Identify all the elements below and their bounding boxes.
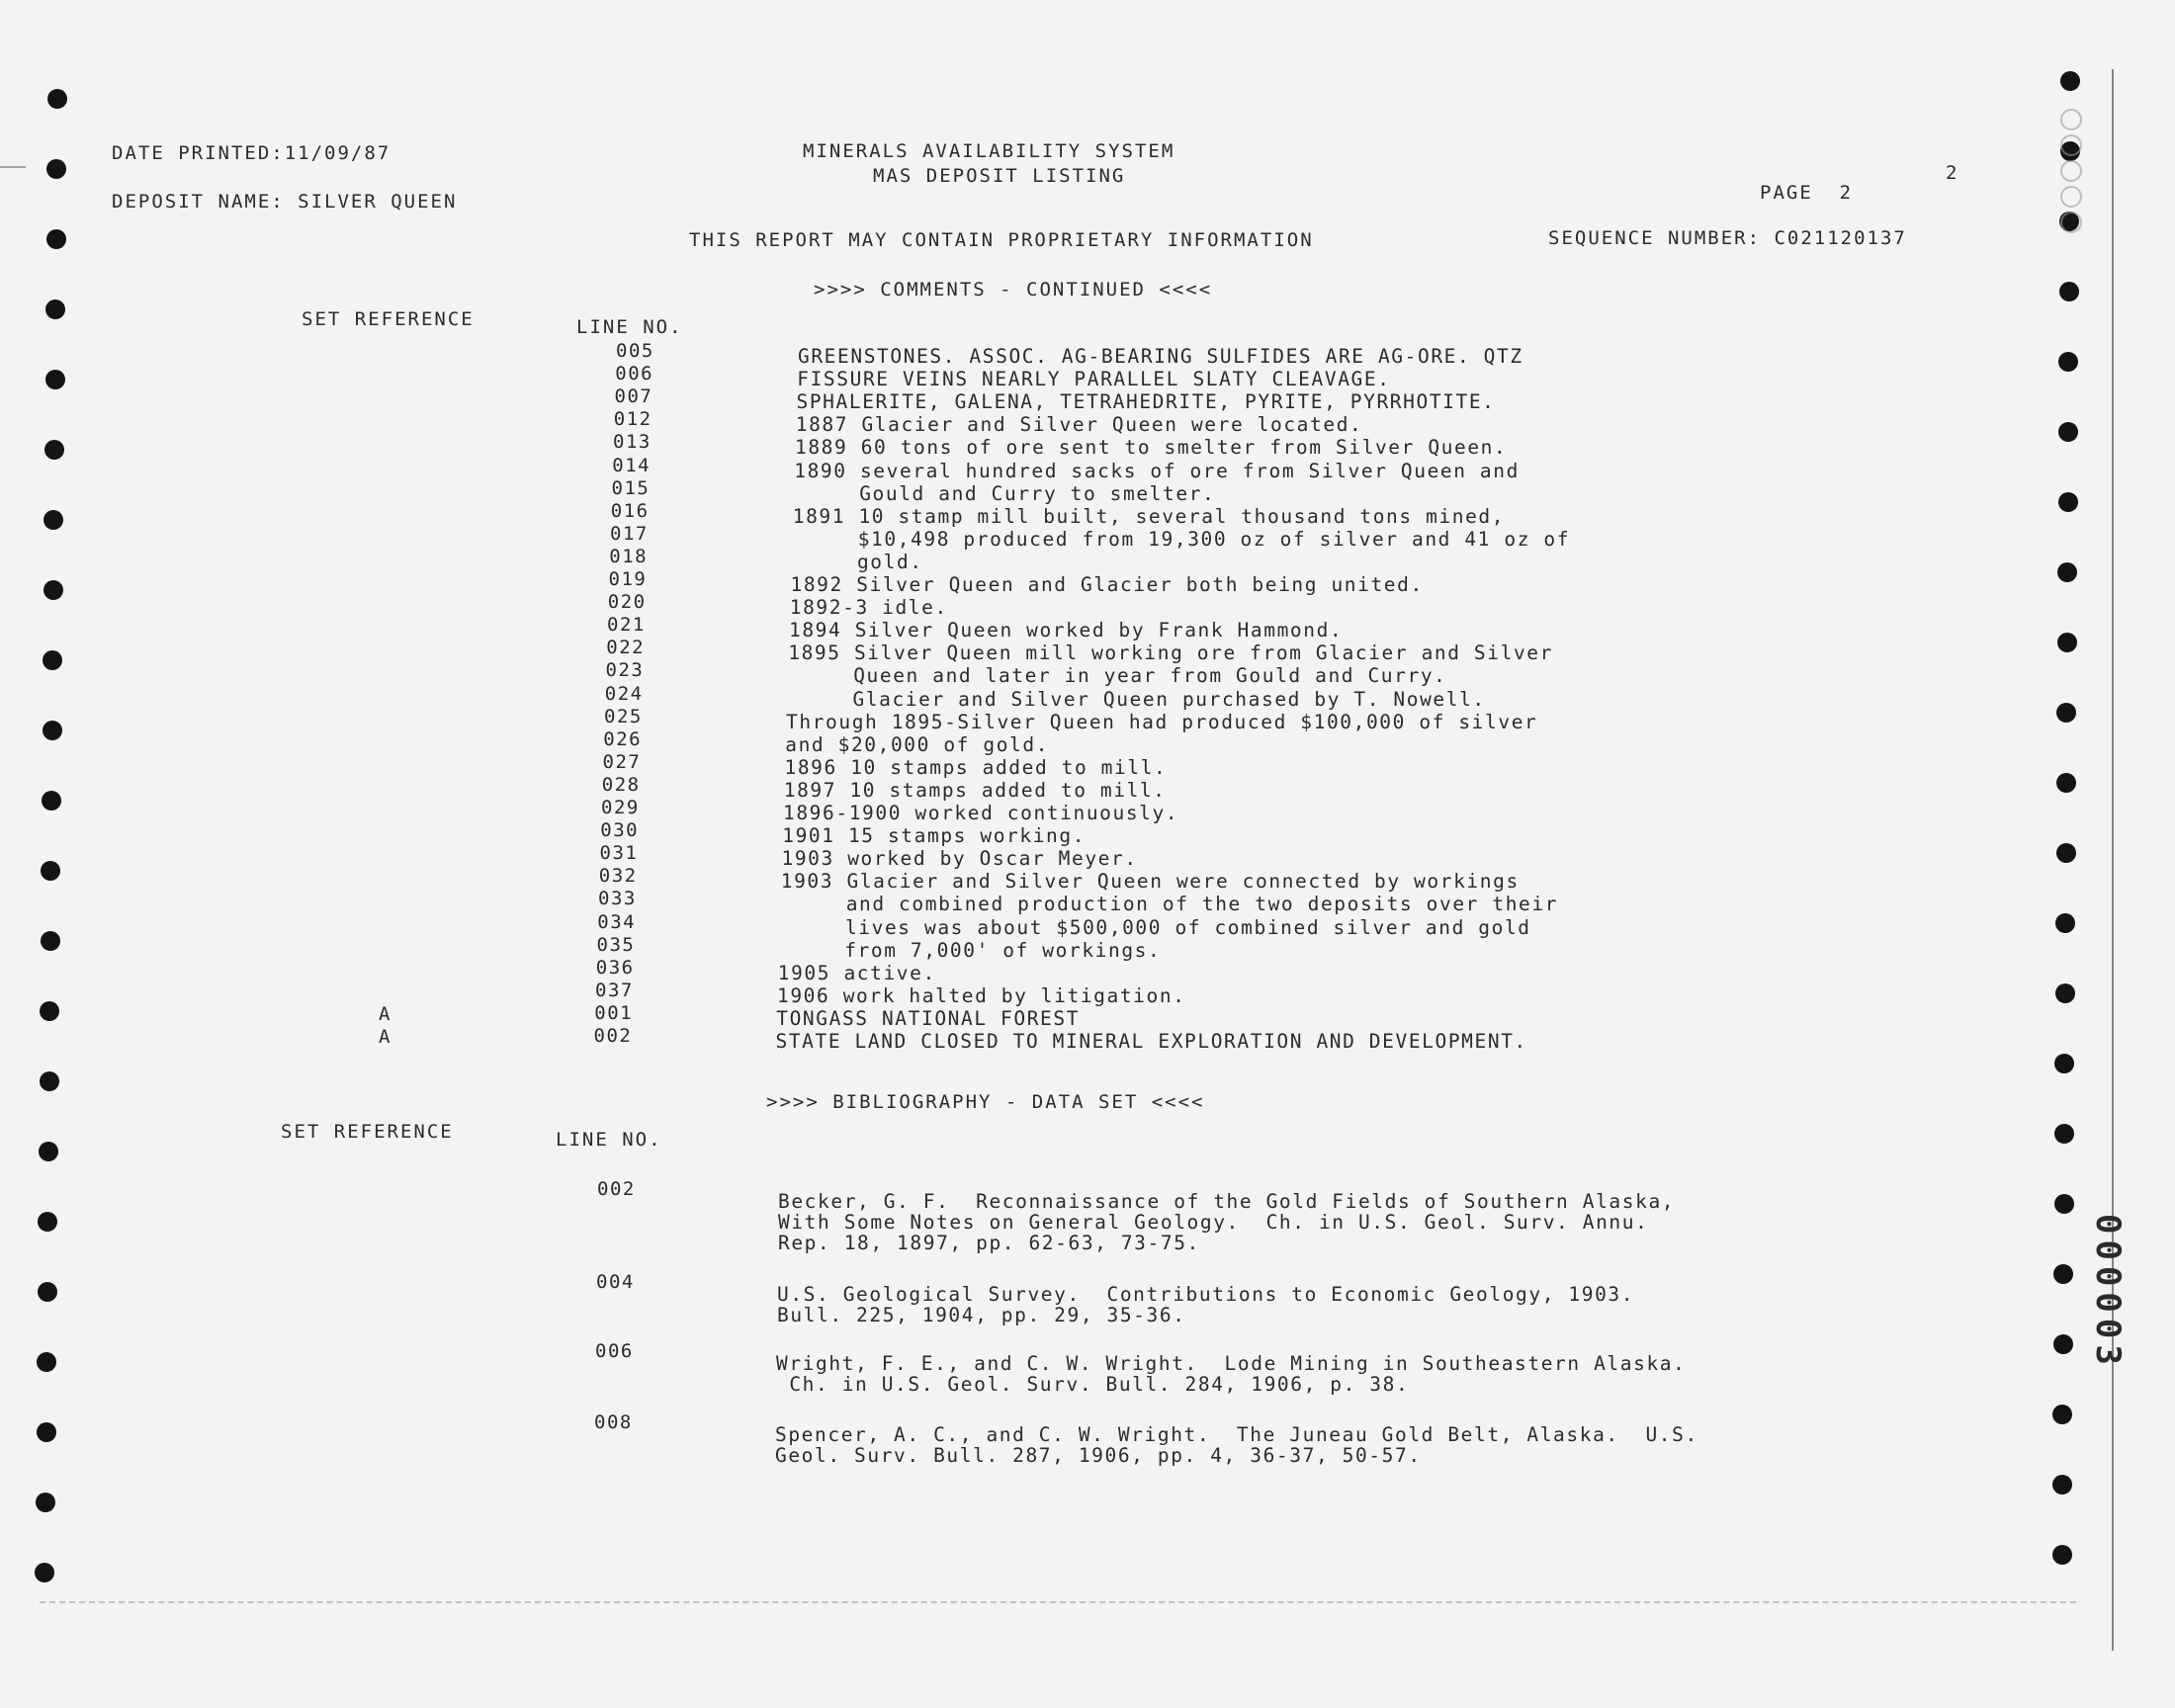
comment-line-number: 017	[610, 522, 649, 545]
comment-line-number: 019	[608, 568, 648, 590]
comments-section-title: >>>> COMMENTS - CONTINUED <<<<	[814, 279, 1213, 300]
comment-text: 1889 60 tons of ore sent to smelter from Silver Queen.	[795, 436, 1508, 460]
tractor-hole	[38, 1282, 57, 1302]
bibliography-citation-line: Rep. 18, 1897, pp. 62-63, 73-75.	[778, 1232, 1200, 1254]
tractor-hole	[45, 299, 65, 319]
comment-line-number: 025	[604, 705, 643, 727]
tractor-hole	[40, 1071, 59, 1091]
tractor-hole	[40, 1001, 59, 1021]
tractor-hole	[2057, 562, 2077, 582]
comment-line-number: 001	[594, 1001, 634, 1024]
comment-text: 1906 work halted by litigation.	[777, 983, 1186, 1007]
comment-text: 1896-1900 worked continuously.	[783, 802, 1179, 824]
comment-text: Glacier and Silver Queen purchased by T. Nowell.	[786, 687, 1486, 711]
tractor-hole	[2053, 1264, 2073, 1284]
bibliography-citation-line: Bull. 225, 1904, pp. 29, 35-36.	[777, 1304, 1186, 1326]
bibliography-citation-line: With Some Notes on General Geology. Ch. in U.S. Geol. Surv. Annu.	[778, 1211, 1649, 1234]
comment-text: Gould and Curry to smelter.	[793, 481, 1216, 505]
deposit-name: DEPOSIT NAME: SILVER QUEEN	[112, 191, 458, 213]
tractor-hole	[2054, 1124, 2074, 1144]
comment-line-number: 034	[597, 910, 637, 933]
comment-text: lives was about $500,000 of combined silver and gold	[779, 915, 1531, 939]
comment-text: 1896 10 stamps added to mill.	[784, 755, 1168, 779]
tractor-hole	[2056, 703, 2076, 723]
comment-text: 1897 10 stamps added to mill.	[783, 778, 1167, 802]
faint-hole-mark	[2060, 134, 2082, 156]
sequence-number: SEQUENCE NUMBER: C021120137	[1548, 227, 1907, 249]
comment-line-number: 022	[606, 637, 646, 659]
tractor-hole	[2055, 983, 2075, 1003]
tractor-hole	[37, 1352, 56, 1372]
comment-text: 1905 active.	[777, 961, 936, 984]
comment-line-number: 033	[598, 888, 637, 910]
comment-text: Queen and later in year from Gould and Curry.	[787, 664, 1447, 688]
tractor-hole	[36, 1493, 55, 1512]
tractor-hole	[47, 89, 67, 109]
margin-tick	[0, 166, 26, 168]
tractor-hole	[2055, 913, 2075, 933]
tractor-hole	[2058, 422, 2078, 442]
comment-text: 1887 Glacier and Silver Queen were located.	[795, 413, 1363, 437]
comment-line-number: 016	[610, 499, 650, 522]
comment-text: Through 1895-Silver Queen had produced $100,000 of silver	[786, 710, 1538, 733]
comment-text: STATE LAND CLOSED TO MINERAL EXPLORATION AND DEVELOPMENT.	[775, 1030, 1527, 1053]
tractor-hole	[43, 721, 62, 740]
tractor-hole	[37, 1422, 56, 1442]
comment-text: FISSURE VEINS NEARLY PARALLEL SLATY CLEAVAGE.	[797, 368, 1391, 391]
comment-text: 1903 Glacier and Silver Queen were connected by workings	[780, 870, 1520, 894]
comment-text: from 7,000' of workings.	[778, 938, 1162, 962]
tractor-hole	[2054, 1054, 2074, 1073]
tractor-hole	[41, 931, 60, 951]
bibliography-citation-line: Ch. in U.S. Geol. Surv. Bull. 284, 1906, p. 38.	[776, 1373, 1410, 1396]
tractor-hole	[2057, 633, 2077, 652]
comment-set-reference: A	[379, 1026, 392, 1048]
comment-text: 1894 Silver Queen worked by Frank Hammond.	[789, 619, 1344, 642]
comment-text: 1892 Silver Queen and Glacier both being united.	[790, 573, 1424, 596]
tear-line	[40, 1601, 2076, 1604]
comment-line-number: 023	[605, 659, 645, 682]
faint-hole-mark	[2060, 160, 2082, 182]
comment-text: 1890 several hundred sacks of ore from Silver Queen and	[794, 459, 1520, 482]
comment-text: 1891 10 stamp mill built, several thousand tons mined,	[792, 504, 1506, 528]
comment-line-number: 036	[595, 956, 635, 979]
tractor-hole	[2052, 1475, 2072, 1494]
comment-text: and $20,000 of gold.	[785, 732, 1050, 756]
comment-text: 1895 Silver Queen mill working ore from Glacier and Silver	[788, 641, 1553, 665]
bibliography-citation-line: U.S. Geological Survey. Contributions to Economic Geology, 1903.	[777, 1283, 1635, 1306]
comment-line-number: 012	[613, 408, 652, 431]
bibliography-line-number: 006	[595, 1340, 634, 1362]
tractor-hole	[2054, 1194, 2074, 1214]
comment-text: TONGASS NATIONAL FOREST	[776, 1006, 1081, 1030]
bibliography-col-set-reference: SET REFERENCE	[281, 1121, 454, 1143]
tractor-hole	[43, 650, 62, 670]
bibliography-line-number: 004	[596, 1271, 635, 1293]
tractor-hole	[44, 440, 64, 460]
comment-text: 1892-3 idle.	[789, 596, 948, 620]
comment-text: 1901 15 stamps working.	[782, 824, 1087, 848]
faint-hole-mark	[2060, 109, 2082, 130]
comment-line-number: 014	[612, 454, 652, 476]
tractor-hole	[2058, 352, 2078, 372]
tractor-hole	[44, 510, 63, 530]
comment-text: gold.	[791, 550, 923, 573]
comment-text: $10,498 produced from 19,300 oz of silver and 41 oz of	[792, 527, 1571, 551]
comment-line-number: 026	[603, 727, 643, 750]
comment-line-number: 015	[611, 476, 651, 499]
bibliography-citation-line: Spencer, A. C., and C. W. Wright. The Juneau Gold Belt, Alaska. U.S.	[775, 1423, 1698, 1446]
tractor-hole	[46, 159, 66, 179]
bibliography-citation-line: Geol. Surv. Bull. 287, 1906, pp. 4, 36-37, 50-57.	[775, 1444, 1422, 1467]
page-corner-number: 2	[1946, 162, 1959, 184]
comments-col-set-reference: SET REFERENCE	[302, 308, 475, 330]
tractor-hole	[2056, 773, 2076, 793]
tractor-hole	[2053, 1334, 2073, 1354]
comment-line-number: 018	[609, 545, 649, 567]
comments-col-line-no: LINE NO.	[576, 316, 683, 338]
bibliography-line-number: 002	[597, 1178, 636, 1200]
comment-line-number: 024	[604, 682, 644, 705]
comment-line-number: 007	[614, 385, 653, 408]
comment-line-number: 020	[607, 591, 647, 614]
comment-line-number: 021	[607, 614, 646, 637]
comment-text: GREENSTONES. ASSOC. AG-BEARING SULFIDES ARE AG-ORE. QTZ	[798, 345, 1523, 368]
tractor-hole	[2058, 492, 2078, 512]
perforation-edge	[2112, 69, 2114, 1651]
page-label: PAGE 2	[1760, 182, 1854, 204]
bibliography-line-number: 008	[594, 1411, 633, 1433]
comment-line-number: 028	[601, 773, 641, 796]
comment-line-number: 029	[601, 797, 640, 818]
comment-line-number: 013	[613, 431, 652, 454]
tractor-hole	[35, 1563, 54, 1582]
comment-line-number: 032	[598, 865, 638, 888]
faint-hole-mark	[2060, 212, 2082, 233]
comment-set-reference: A	[379, 1002, 392, 1025]
bibliography-citation-line: Becker, G. F. Reconnaissance of the Gold Fields of Southern Alaska,	[778, 1190, 1676, 1213]
comment-text: and combined production of the two deposits over their	[780, 893, 1559, 916]
bibliography-section-title: >>>> BIBLIOGRAPHY - DATA SET <<<<	[766, 1091, 1205, 1113]
tractor-hole	[46, 229, 66, 249]
tractor-hole	[2056, 843, 2076, 863]
tractor-hole	[2059, 282, 2079, 301]
faint-hole-mark	[2060, 186, 2082, 208]
comment-line-number: 030	[600, 819, 640, 842]
listing-title: MAS DEPOSIT LISTING	[873, 165, 1126, 187]
tractor-hole	[45, 370, 65, 389]
page-stamp-number: 000003	[2088, 1214, 2128, 1371]
comment-line-number: 027	[602, 750, 642, 773]
comment-text: SPHALERITE, GALENA, TETRAHEDRITE, PYRITE, PYRRHOTITE.	[796, 390, 1496, 414]
tractor-hole	[2052, 1545, 2072, 1565]
comment-line-number: 037	[595, 979, 634, 1001]
comment-line-number: 002	[593, 1025, 633, 1047]
date-printed: DATE PRINTED:11/09/87	[112, 142, 392, 164]
tractor-hole	[42, 791, 61, 811]
bibliography-col-line-no: LINE NO.	[556, 1129, 662, 1151]
comment-line-number: 035	[596, 933, 636, 956]
tractor-hole	[44, 580, 63, 600]
tractor-hole	[38, 1212, 57, 1232]
tractor-hole	[39, 1142, 58, 1161]
comment-text: 1903 worked by Oscar Meyer.	[781, 847, 1138, 871]
proprietary-notice: THIS REPORT MAY CONTAIN PROPRIETARY INFORMATION	[689, 229, 1314, 251]
comment-line-number: 005	[616, 340, 654, 362]
comment-line-number: 006	[615, 363, 654, 385]
tractor-hole	[41, 861, 60, 881]
tractor-hole	[2060, 71, 2080, 91]
comment-line-number: 031	[599, 842, 639, 865]
system-title: MINERALS AVAILABILITY SYSTEM	[803, 140, 1175, 162]
bibliography-citation-line: Wright, F. E., and C. W. Wright. Lode Mining in Southeastern Alaska.	[776, 1352, 1687, 1375]
tractor-hole	[2052, 1405, 2072, 1424]
